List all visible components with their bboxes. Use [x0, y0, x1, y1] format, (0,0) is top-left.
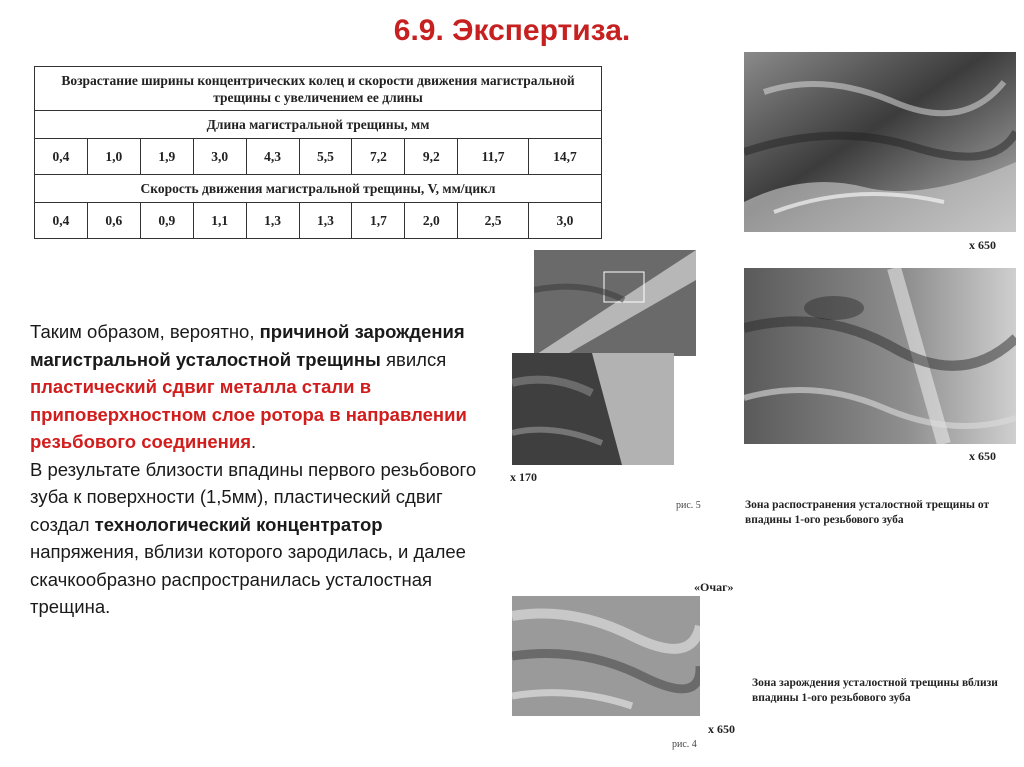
micrograph-center-lower — [512, 353, 674, 465]
slide-title: 6.9. Экспертиза. — [393, 14, 631, 47]
text-fragment: Таким образом, вероятно, — [30, 321, 260, 342]
speed-cell: 0,4 — [35, 203, 88, 239]
conclusion-text — [30, 318, 480, 621]
micrograph-bottom — [512, 596, 700, 716]
length-cell: 1,0 — [87, 139, 140, 175]
text-highlight-red: пластический сдвиг металла стали в приповерхностном слое ротора в направлении резьбового соединения — [30, 376, 467, 452]
micrograph-mid-right — [744, 268, 1016, 444]
text-emphasis: причиной зарождения магистральной усталостной трещины — [30, 321, 465, 370]
caption-propagation: Зона распостранения усталостной трещины от впадины 1-ого резьбового зуба — [745, 499, 990, 526]
speed-row — [35, 203, 602, 239]
caption-origin: Зона зарождения усталостной трещины вблизи впадины 1-ого резьбового зуба — [752, 677, 998, 704]
speed-cell: 1,3 — [246, 203, 299, 239]
figure-number: рис. 4 — [672, 739, 697, 750]
length-cell: 14,7 — [528, 139, 601, 175]
crack-data-table — [34, 66, 602, 239]
text-fragment: В результате близости впадины первого резьбового зуба к поверхности (1,5мм), пластический сдвиг создал — [30, 458, 477, 535]
length-cell: 0,4 — [35, 139, 88, 175]
length-cell: 1,9 — [140, 139, 193, 175]
length-cell: 4,3 — [246, 139, 299, 175]
text-fragment: явился — [380, 348, 447, 370]
table-header: Возрастание ширины концентрических колец и скорости движения магистральной трещины с увеличением ее длины — [35, 67, 602, 111]
magnification-label: х 650 — [969, 238, 996, 252]
speed-cell: 2,0 — [405, 203, 458, 239]
length-label: Длина магистральной трещины, мм — [35, 111, 602, 139]
length-row — [35, 139, 602, 175]
magnification-label: х 170 — [510, 470, 537, 484]
speed-cell: 3,0 — [528, 203, 601, 239]
speed-cell: 1,1 — [193, 203, 246, 239]
magnification-label: х 650 — [969, 449, 996, 463]
text-fragment: напряжения, вблизи которого зародилась, и далее скачкообразно распространилась усталостная трещина. — [30, 541, 466, 617]
text-fragment: . — [251, 431, 257, 452]
length-cell: 3,0 — [193, 139, 246, 175]
micrograph-center-upper — [534, 250, 696, 356]
speed-cell: 0,9 — [140, 203, 193, 239]
length-cell: 5,5 — [299, 139, 352, 175]
speed-cell: 0,6 — [87, 203, 140, 239]
figure-number: рис. 5 — [676, 500, 701, 511]
speed-cell: 2,5 — [458, 203, 529, 239]
micrograph-top-right — [744, 52, 1016, 232]
speed-label: Скорость движения магистральной трещины, V, мм/цикл — [35, 175, 602, 203]
length-cell: 11,7 — [458, 139, 529, 175]
text-emphasis: технологический концентратор — [94, 513, 383, 535]
origin-label: «Очаг» — [694, 580, 734, 594]
speed-cell: 1,3 — [299, 203, 352, 239]
length-cell: 7,2 — [352, 139, 405, 175]
magnification-label: х 650 — [708, 722, 735, 736]
speed-cell: 1,7 — [352, 203, 405, 239]
length-cell: 9,2 — [405, 139, 458, 175]
